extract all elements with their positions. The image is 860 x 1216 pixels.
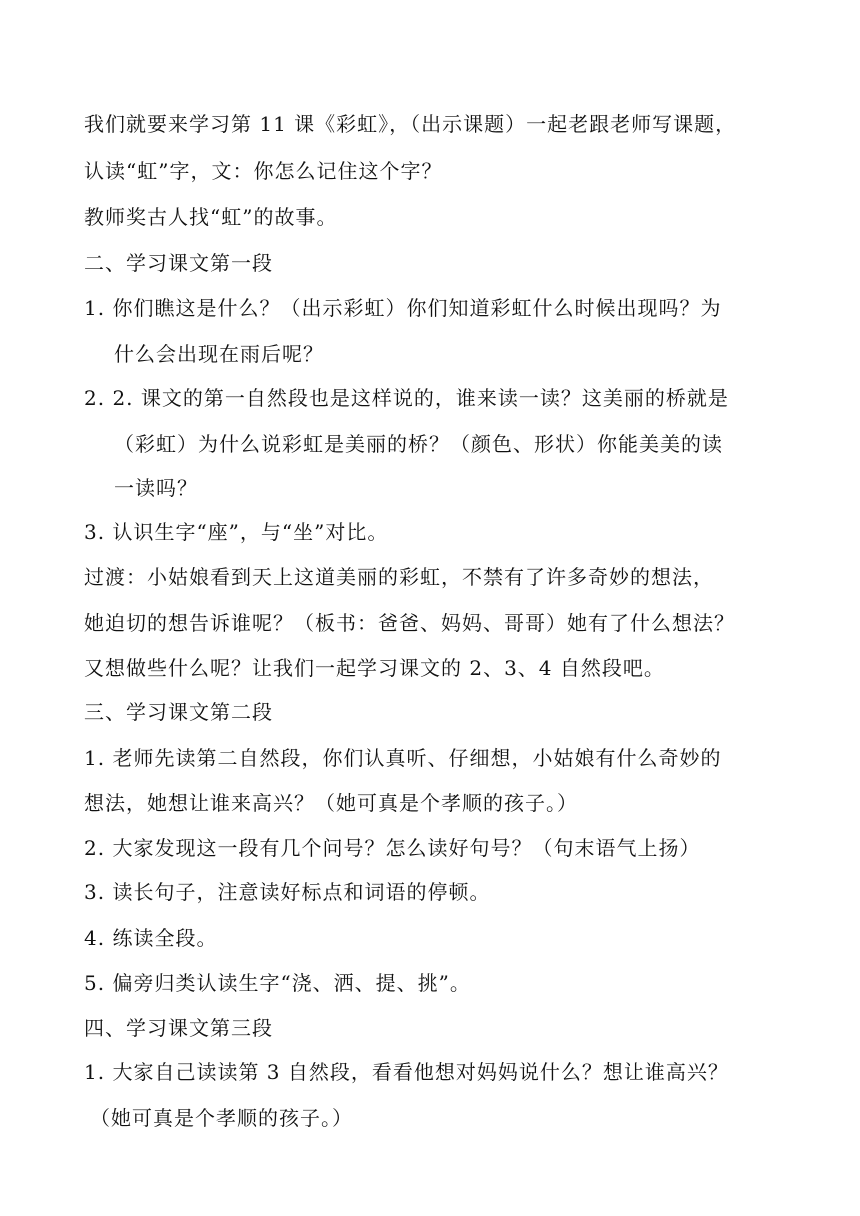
- paragraph-line: 她迫切的想告诉谁呢？（板书：爸爸、妈妈、哥哥）她有了什么想法？: [84, 611, 735, 635]
- list-item-continuation: 什么会出现在雨后呢？: [114, 342, 324, 366]
- list-item: 1. 老师先读第二自然段，你们认真听、仔细想，小姑娘有什么奇妙的: [84, 746, 722, 770]
- list-item: 2. 2. 课文的第一自然段也是这样说的，谁来读一读？这美丽的桥就是: [84, 386, 729, 410]
- paragraph-line: 又想做些什么呢？让我们一起学习课文的 2、3、4 自然段吧。: [84, 656, 665, 680]
- list-item: 2. 大家发现这一段有几个问号？怎么读好句号？（句末语气上扬）: [84, 836, 701, 860]
- paragraph-line: 过渡：小姑娘看到天上这道美丽的彩虹，不禁有了许多奇妙的想法，: [84, 565, 714, 589]
- paragraph-line: 我们就要来学习第 11 课《彩虹》，（出示课题）一起老跟老师写课题，: [84, 112, 737, 136]
- section-heading: 四、学习课文第三段: [84, 1016, 273, 1040]
- paragraph-line: 教师奖古人找“虹”的故事。: [84, 205, 338, 229]
- list-item-continuation: （彩虹）为什么说彩虹是美丽的桥？（颜色、形状）你能美美的读: [114, 432, 723, 456]
- section-heading: 三、学习课文第二段: [84, 700, 273, 724]
- list-item-continuation: （她可真是个孝顺的孩子。）: [90, 1106, 353, 1130]
- list-item: 1. 你们瞧这是什么？（出示彩虹）你们知道彩虹什么时候出现吗？为: [84, 296, 722, 320]
- list-item-continuation: 一读吗？: [114, 476, 198, 500]
- list-item: 3. 认识生字“座”，与“坐”对比。: [84, 520, 389, 544]
- list-item: 1. 大家自己读读第 3 自然段，看看他想对妈妈说什么？想让谁高兴？: [84, 1060, 729, 1084]
- section-heading: 二、学习课文第一段: [84, 251, 273, 275]
- list-item: 3. 读长句子，注意读好标点和词语的停顿。: [84, 880, 491, 904]
- paragraph-line: 想法，她想让谁来高兴？（她可真是个孝顺的孩子。）: [84, 791, 578, 815]
- list-item: 4. 练读全段。: [84, 926, 218, 950]
- paragraph-line: 认读“虹”字，文：你怎么记住这个字？: [84, 159, 443, 183]
- list-item: 5. 偏旁归类认读生字“浇、洒、提、挑”。: [84, 971, 471, 995]
